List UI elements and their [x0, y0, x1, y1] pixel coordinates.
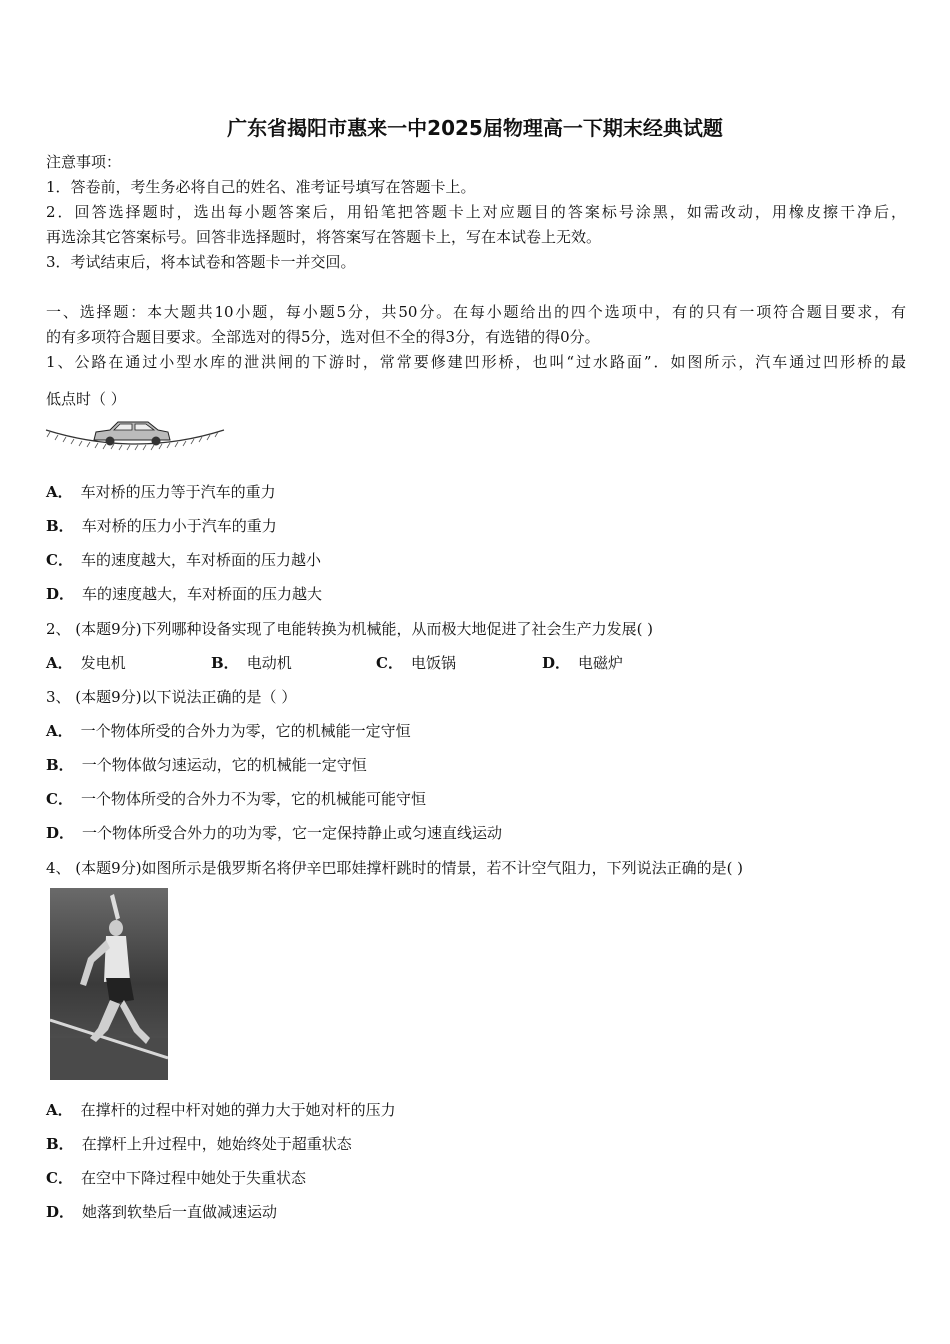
option-d[interactable]: D． 一个物体所受合外力的功为零，它一定保持静止或匀速直线运动 [46, 824, 503, 842]
option-c[interactable]: C． 一个物体所受的合外力不为零，它的机械能可能守恒 [46, 790, 426, 808]
notice-item: 1．答卷前，考生务必将自己的姓名、准考证号填写在答题卡上。 [46, 178, 476, 196]
section-heading-cont: 的有多项符合题目要求。全部选对的得5分，选对但不全的得3分，有选错的得0分。 [46, 328, 600, 346]
question-1-stem-cont: 低点时（ ） [46, 390, 126, 408]
question-4-stem: 4、 (本题9分)如图所示是俄罗斯名将伊辛巴耶娃撑杆跳时的情景，若不计空气阻力，下列说法正确的是( ) [46, 859, 744, 877]
question-2-stem: 2、 (本题9分)下列哪种设备实现了电能转换为机械能，从而极大地促进了社会生产力发展( ) [46, 620, 654, 638]
option-c[interactable]: C． 车的速度越大，车对桥面的压力越小 [46, 551, 321, 569]
option-d[interactable]: D． 车的速度越大，车对桥面的压力越大 [46, 585, 323, 603]
option-b[interactable]: B． 在撑杆上升过程中，她始终处于超重状态 [46, 1135, 352, 1153]
concave-bridge-figure [44, 414, 228, 454]
option-a[interactable]: A． 一个物体所受的合外力为零，它的机械能一定守恒 [46, 722, 411, 740]
option-b[interactable]: B． 电动机 [211, 654, 292, 672]
question-3-stem: 3、 (本题9分)以下说法正确的是（ ） [46, 688, 297, 706]
section-heading: 一、选择题：本大题共10小题，每小题5分，共50分。在每小题给出的四个选项中，有的只有一项符合题目要求，有 [46, 303, 906, 321]
notice-heading: 注意事项： [46, 153, 122, 171]
option-b[interactable]: B． 车对桥的压力小于汽车的重力 [46, 517, 277, 535]
option-d[interactable]: D． 电磁炉 [542, 654, 624, 672]
notice-item: 2．回答选择题时，选出每小题答案后，用铅笔把答题卡上对应题目的答案标号涂黑，如需改动，用橡皮擦干净后， [46, 203, 906, 221]
option-c[interactable]: C． 在空中下降过程中她处于失重状态 [46, 1169, 306, 1187]
option-a[interactable]: A． 在撑杆的过程中杆对她的弹力大于她对杆的压力 [46, 1101, 396, 1119]
option-b[interactable]: B． 一个物体做匀速运动，它的机械能一定守恒 [46, 756, 367, 774]
question-1-stem: 1、公路在通过小型水库的泄洪闸的下游时，常常要修建凹形桥，也叫“过水路面”．如图所示，汽车通过凹形桥的最 [46, 353, 906, 371]
page-title: 广东省揭阳市惠来一中2025届物理高一下期末经典试题 [227, 116, 723, 140]
option-a[interactable]: A． 车对桥的压力等于汽车的重力 [46, 483, 276, 501]
notice-item: 3．考试结束后，将本试卷和答题卡一并交回。 [46, 253, 356, 271]
pole-vault-photo [50, 888, 168, 1080]
option-d[interactable]: D． 她落到软垫后一直做减速运动 [46, 1203, 278, 1221]
notice-item: 再选涂其它答案标号。回答非选择题时，将答案写在答题卡上，写在本试卷上无效。 [46, 228, 602, 246]
option-c[interactable]: C． 电饭锅 [376, 654, 456, 672]
option-a[interactable]: A． 发电机 [46, 654, 126, 672]
